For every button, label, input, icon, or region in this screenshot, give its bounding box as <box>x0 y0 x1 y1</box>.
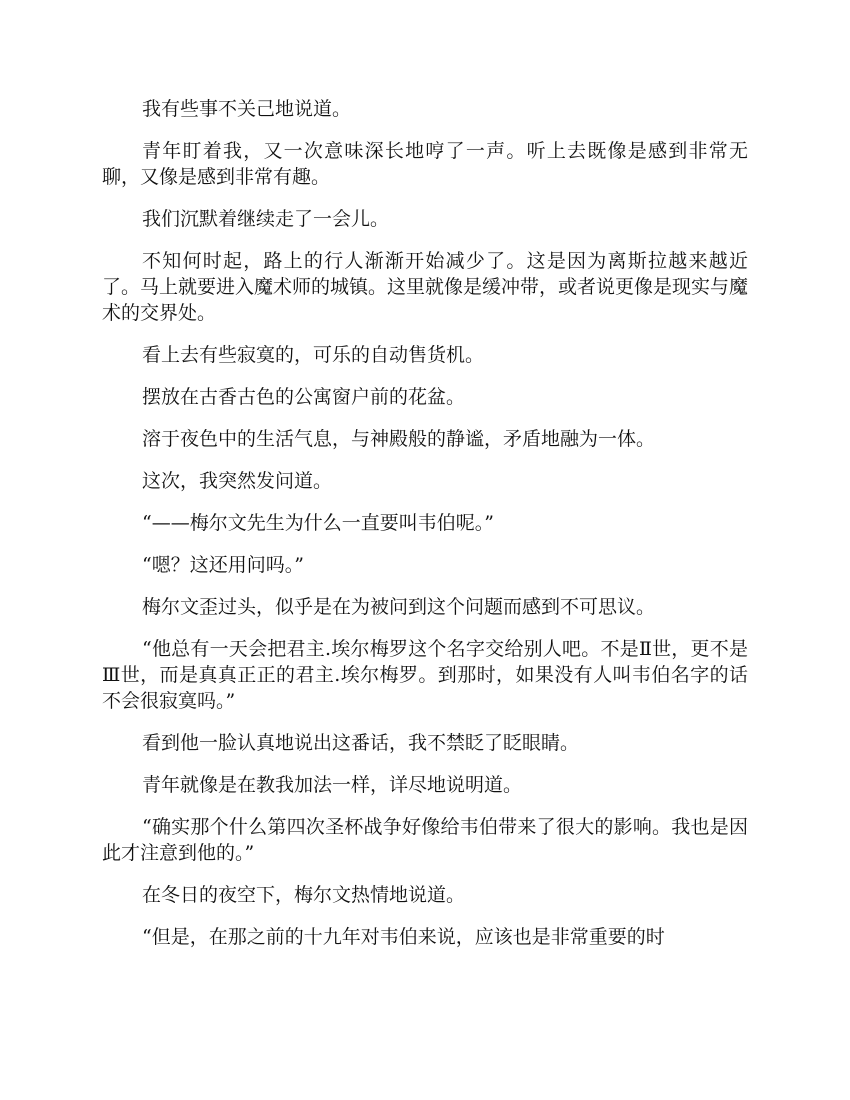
document-body <box>102 96 748 966</box>
paragraph: 溶于夜色中的生活气息，与神殿般的静谧，矛盾地融为一体。 <box>142 428 656 450</box>
paragraph: 看上去有些寂寞的，可乐的自动售货机。 <box>142 344 485 366</box>
paragraph: “嗯？这还用问吗。” <box>142 554 304 576</box>
paragraph: 我们沉默着继续走了一会儿。 <box>142 208 390 230</box>
paragraph: 摆放在古香古色的公寓窗户前的花盆。 <box>142 386 466 408</box>
paragraph: 不知何时起，路上的行人渐渐开始减少了。这是因为离斯拉越来越近了。马上就要进入魔术师的城镇。这里就像是缓冲带，或者说更像是现实与魔术的交界处。 <box>102 250 749 324</box>
paragraph: 青年盯着我，又一次意味深长地哼了一声。听上去既像是感到非常无聊，又像是感到非常有趣。 <box>102 140 748 188</box>
paragraph: 青年就像是在教我加法一样，详尽地说明道。 <box>142 774 523 796</box>
paragraph: 看到他一脸认真地说出这番话，我不禁眨了眨眼睛。 <box>142 732 580 754</box>
paragraph: “但是，在那之前的十九年对韦伯来说，应该也是非常重要的时 <box>142 926 665 948</box>
paragraph: 梅尔文歪过头，似乎是在为被问到这个问题而感到不可思议。 <box>142 596 656 618</box>
paragraph: “他总有一天会把君主.埃尔梅罗这个名字交给别人吧。不是Ⅱ世，更不是Ⅲ世，而是真真正正的君主.埃尔梅罗。到那时，如果没有人叫韦伯名字的话不会很寂寞吗。” <box>102 638 748 712</box>
paragraph: “确实那个什么第四次圣杯战争好像给韦伯带来了很大的影响。我也是因此才注意到他的。” <box>102 816 748 864</box>
paragraph: 这次，我突然发问道。 <box>142 470 333 492</box>
paragraph: 我有些事不关己地说道。 <box>142 98 352 120</box>
paragraph: “——梅尔文先生为什么一直要叫韦伯呢。” <box>142 512 494 534</box>
paragraph: 在冬日的夜空下，梅尔文热情地说道。 <box>142 884 466 906</box>
